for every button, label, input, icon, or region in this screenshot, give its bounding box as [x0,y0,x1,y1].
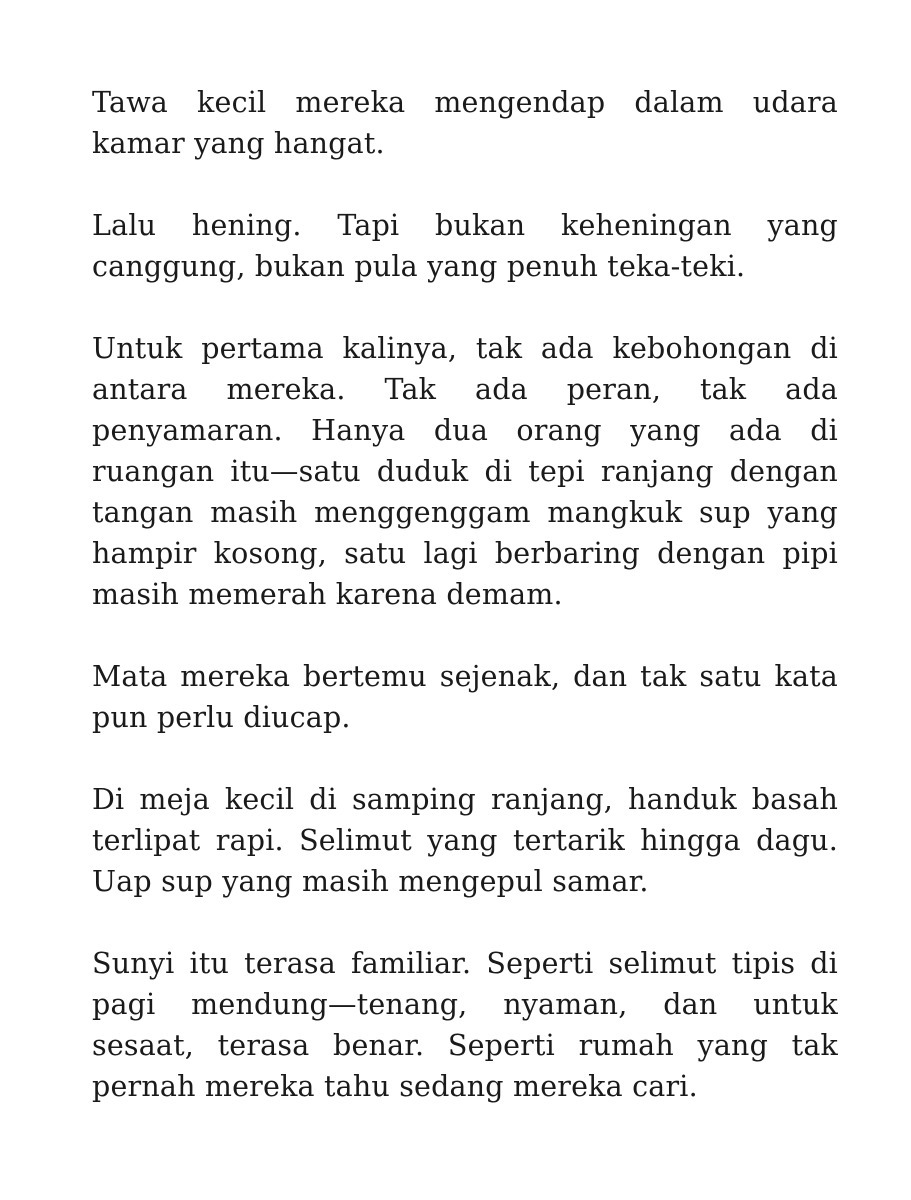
story-text-page [92,82,838,1107]
paragraph-3: Untuk pertama kalinya, tak ada kebohongan di antara mereka. Tak ada peran, tak ada penyamaran. Hanya dua orang yang ada di ruangan itu—satu duduk di tepi ranjang dengan tangan masih menggenggam mangkuk sup yang hampir kosong, satu lagi berbaring dengan pipi masih memerah karena demam. [92,332,838,611]
paragraph-5: Di meja kecil di samping ranjang, handuk basah terlipat rapi. Selimut yang tertarik hingga dagu. Uap sup yang masih mengepul samar. [92,783,838,898]
paragraph-4: Mata mereka bertemu sejenak, dan tak satu kata pun perlu diucap. [92,660,838,734]
paragraph-1: Tawa kecil mereka mengendap dalam udara kamar yang hangat. [92,86,838,160]
paragraph-6: Sunyi itu terasa familiar. Seperti selimut tipis di pagi mendung—tenang, nyaman, dan untuk sesaat, terasa benar. Seperti rumah yang tak pernah mereka tahu sedang mereka cari. [92,947,838,1103]
paragraph-2: Lalu hening. Tapi bukan keheningan yang canggung, bukan pula yang penuh teka-teki. [92,209,838,283]
